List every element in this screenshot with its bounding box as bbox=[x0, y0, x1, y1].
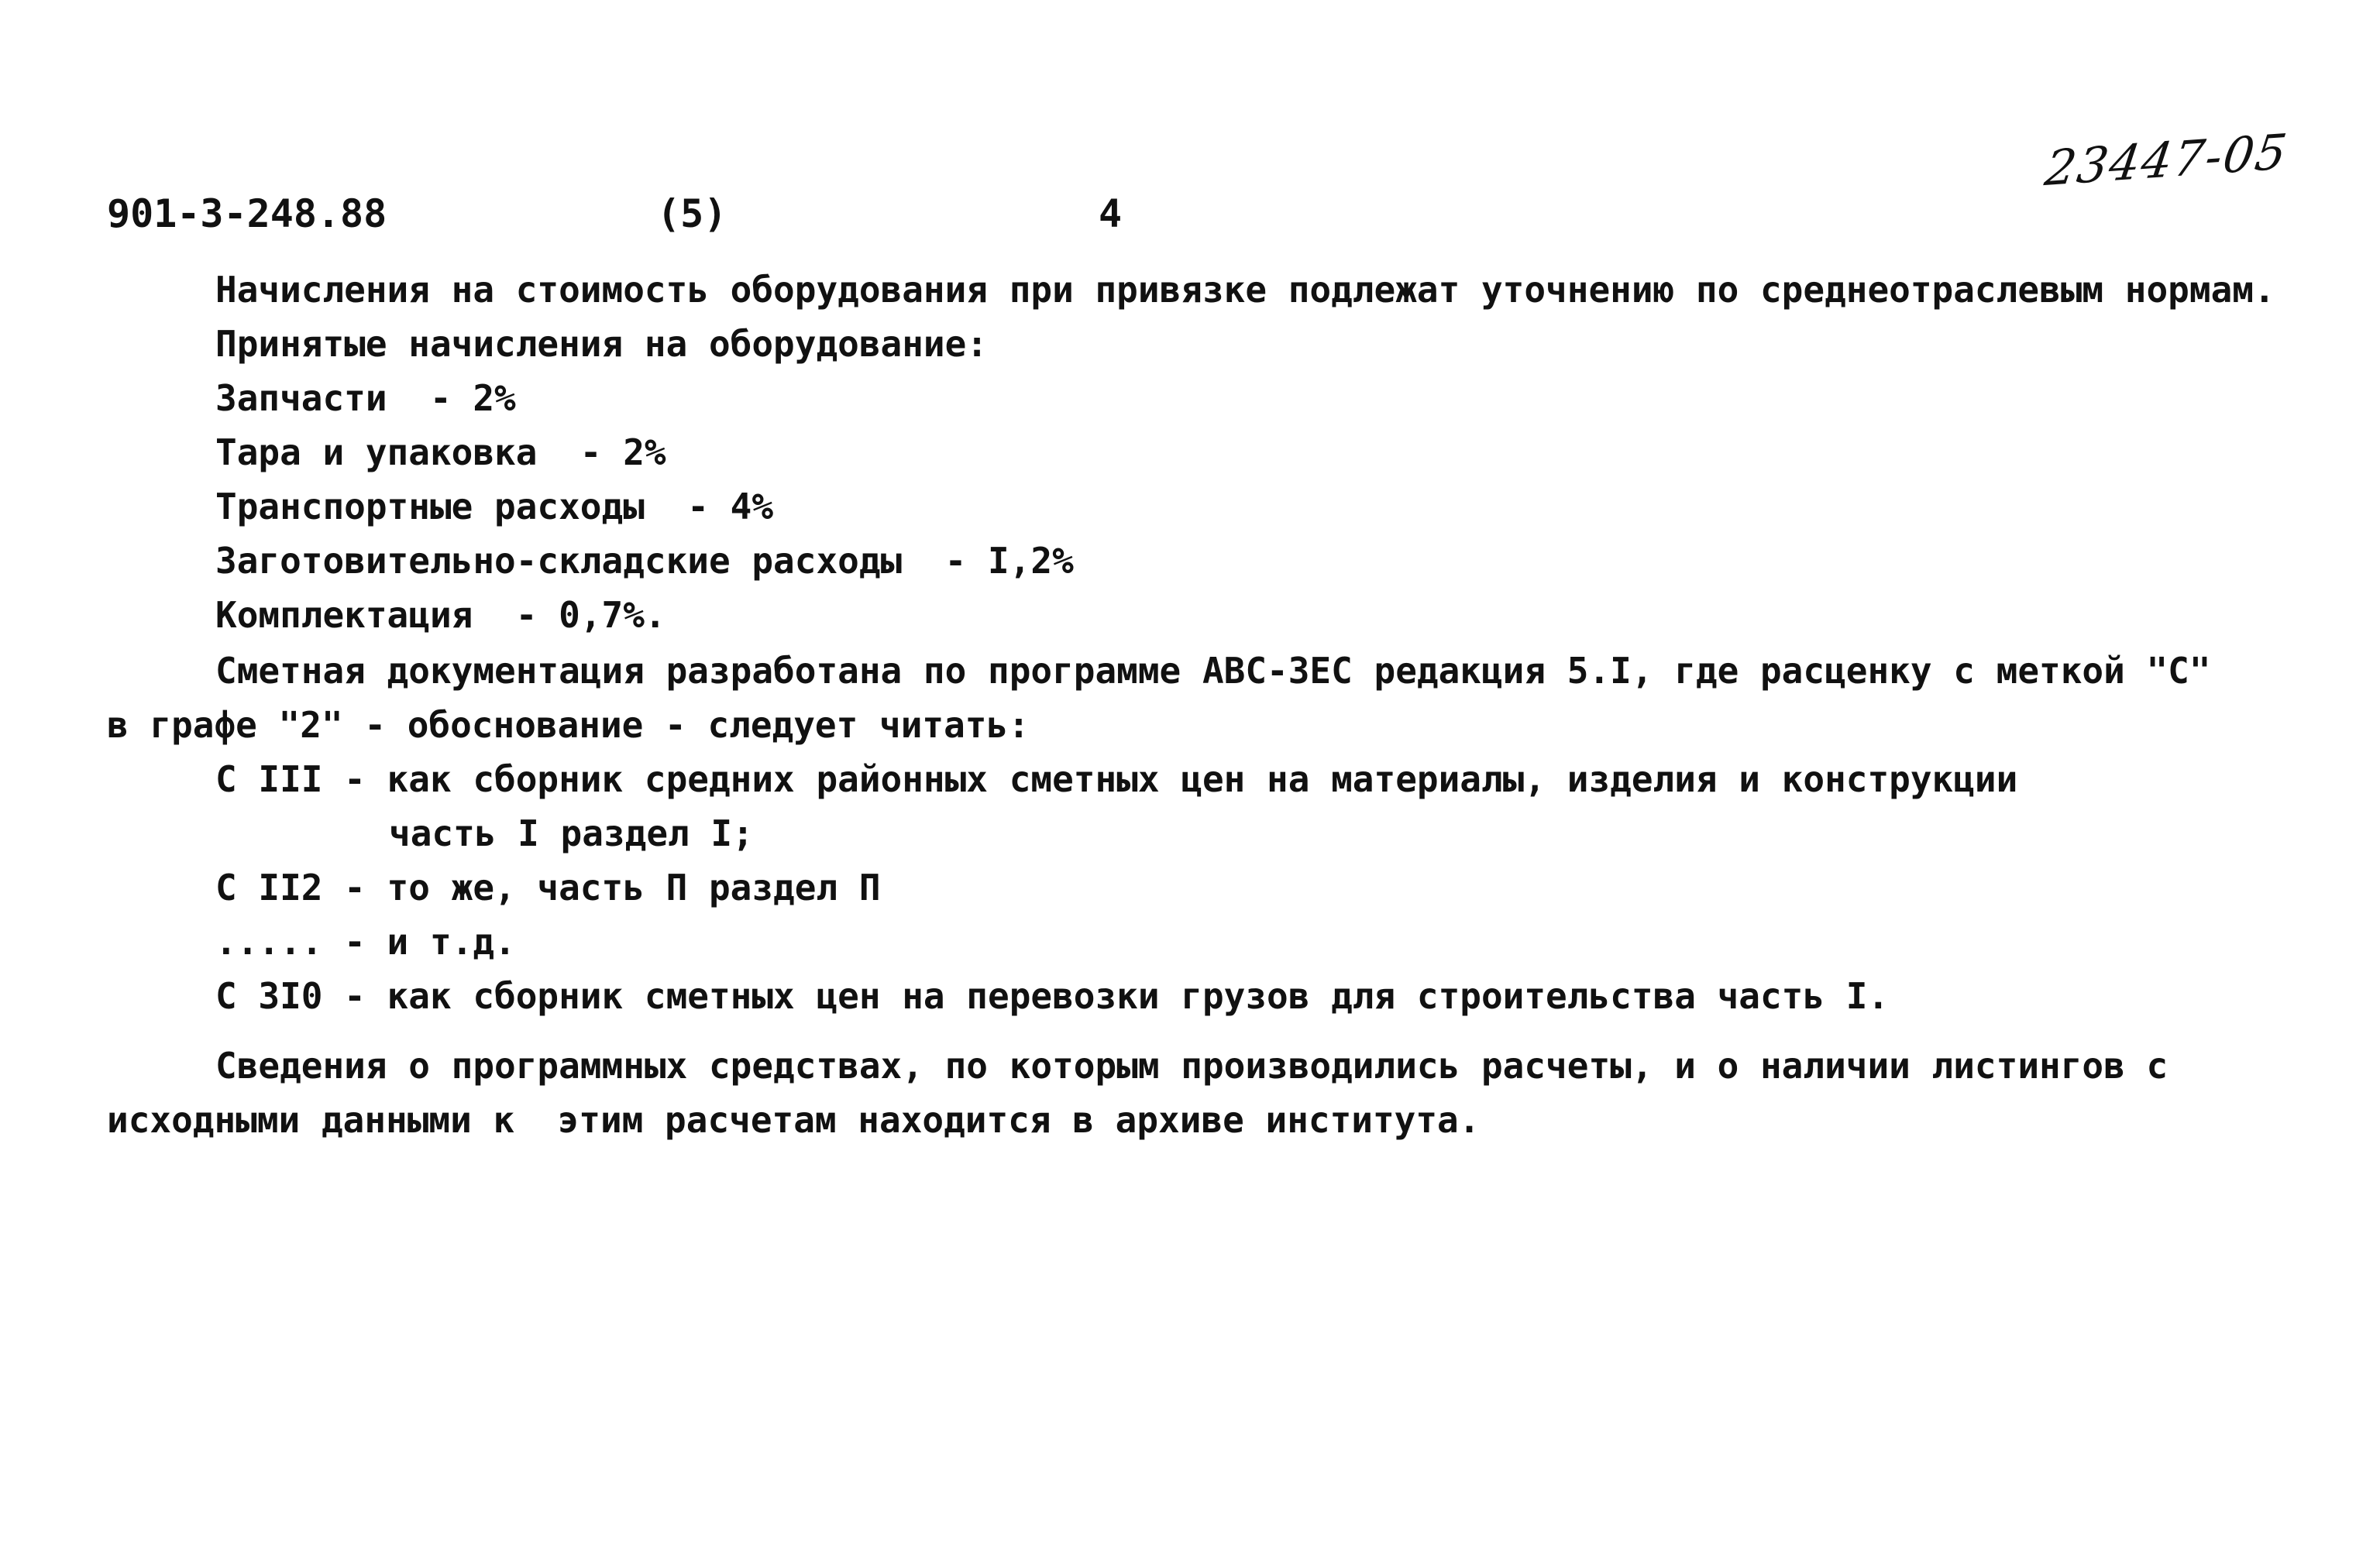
document-designation: 901-3-248.88 bbox=[107, 191, 387, 236]
archive-number-handwritten: 23447-05 bbox=[2041, 122, 2292, 198]
paragraph-software-line-2: в графе "2" - обоснование - следует читать: bbox=[107, 704, 1030, 746]
code-c111-line-1: С III - как сборник средних районных сметных цен на материалы, изделия и конструкции bbox=[215, 758, 2018, 800]
paragraph-accepted-charges: Принятые начисления на оборудование: bbox=[215, 323, 988, 365]
sheet-marker: (5) bbox=[657, 191, 727, 236]
charge-item-procurement-storage: Заготовительно-складские расходы - I,2% bbox=[215, 540, 1074, 582]
code-c112: С II2 - то же, часть П раздел П bbox=[215, 867, 881, 909]
code-c310: С 3I0 - как сборник сметных цен на перевозки грузов для строительства часть I. bbox=[215, 975, 1890, 1017]
charge-item-spare-parts: Запчасти - 2% bbox=[215, 377, 516, 419]
paragraph-equipment-charges: Начисления на стоимость оборудования при привязке подлежат уточнению по среднеотраслевым нормам. bbox=[215, 269, 2275, 311]
charge-item-completion: Комплектация - 0,7%. bbox=[215, 594, 666, 636]
paragraph-software-line-1: Сметная документация разработана по программе АВС-ЗЕС редакция 5.I, где расценку с меткой "С" bbox=[215, 650, 2211, 692]
charge-item-packaging: Тара и упаковка - 2% bbox=[215, 431, 666, 473]
paragraph-archive-line-2: исходными данными к этим расчетам находится в архиве института. bbox=[107, 1099, 1481, 1141]
charge-item-transport: Транспортные расходы - 4% bbox=[215, 486, 774, 527]
page-number: 4 bbox=[1099, 191, 1123, 236]
code-c111-line-2: часть I раздел I; bbox=[389, 812, 754, 854]
paragraph-archive-line-1: Сведения о программных средствах, по которым производились расчеты, и о наличии листингов с bbox=[215, 1045, 2168, 1087]
code-etc: ..... - и т.д. bbox=[215, 921, 516, 963]
